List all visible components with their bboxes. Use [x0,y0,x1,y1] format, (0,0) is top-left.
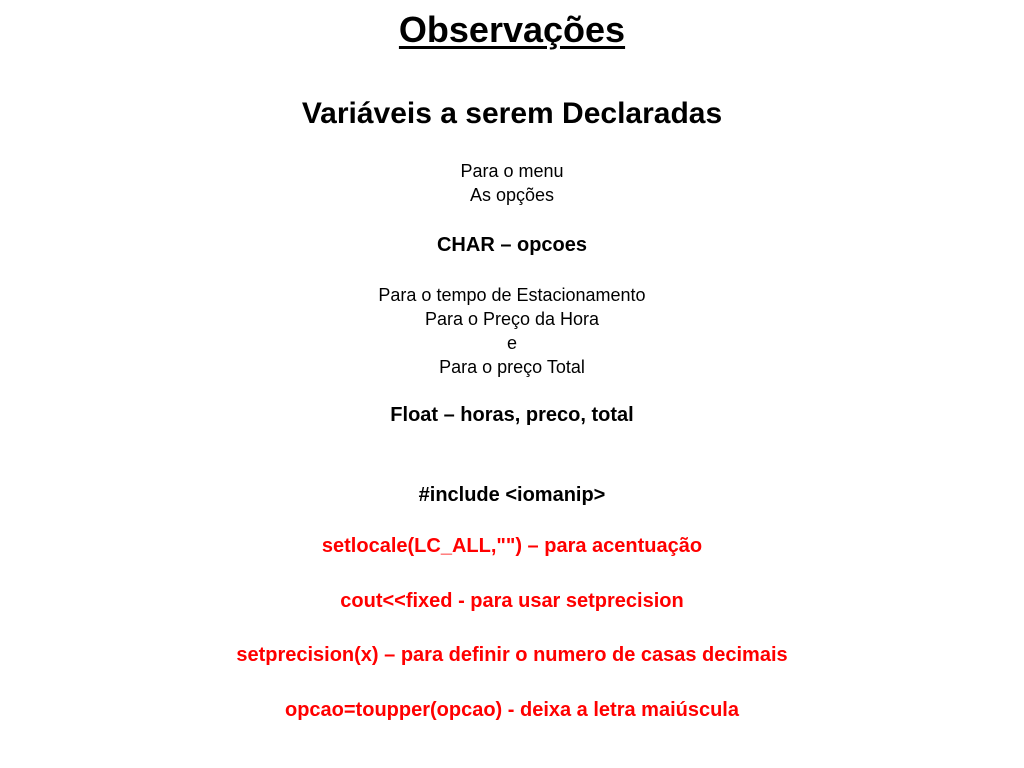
menu-line: As opções [469,185,555,205]
note-fixed: cout<<fixed - para usar setprecision [340,590,684,612]
char-declaration: CHAR – opcoes [436,234,588,256]
slide-subtitle: Variáveis a serem Declaradas [301,97,723,130]
parking-line: Para o tempo de Estacionamento [378,285,646,305]
parking-line: e [506,333,517,353]
note-setprecision: setprecision(x) – para definir o numero de casas decimais [236,644,788,666]
include-directive: #include <iomanip> [418,484,606,506]
parking-line: Para o preço Total [439,357,585,377]
slide-title: Observações [398,9,626,50]
note-setlocale: setlocale(LC_ALL,"") – para acentuação [321,535,703,557]
note-toupper: opcao=toupper(opcao) - deixa a letra maiúscula [284,699,739,721]
parking-line: Para o Preço da Hora [424,309,600,329]
menu-line: Para o menu [460,161,564,181]
float-declaration: Float – horas, preco, total [390,404,634,426]
